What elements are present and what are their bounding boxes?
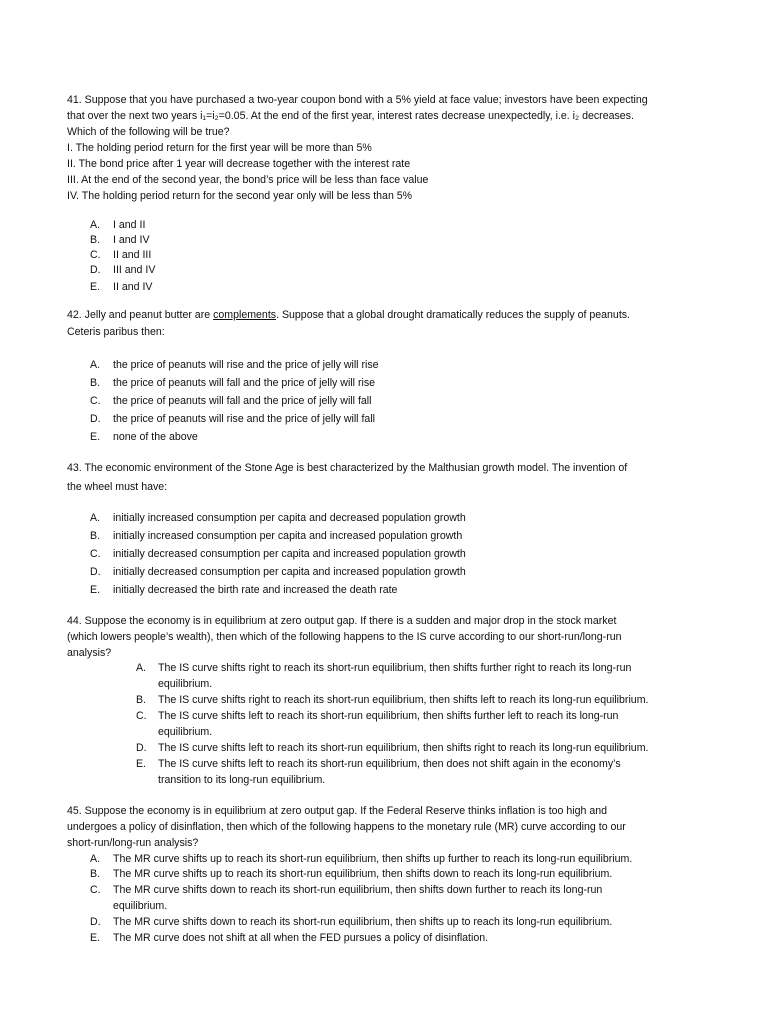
option-text: The MR curve shifts down to reach its short-run equilibrium, then shifts down further to reach its long-run bbox=[113, 884, 603, 896]
option-letter: E. bbox=[136, 758, 147, 770]
option-letter: D. bbox=[90, 916, 101, 928]
option-letter: E. bbox=[90, 584, 101, 596]
question-41-statement-2: II. The bond price after 1 year will decrease together with the interest rate bbox=[67, 158, 411, 170]
option-letter: E. bbox=[90, 281, 101, 293]
option-text: initially decreased consumption per capita and increased population growth bbox=[113, 566, 466, 578]
option-text: the price of peanuts will rise and the price of jelly will fall bbox=[113, 413, 376, 425]
option-letter: E. bbox=[90, 932, 101, 944]
option-text: The IS curve shifts left to reach its short-run equilibrium, then does not shift again in the economy’s bbox=[158, 758, 621, 770]
question-43-stem-line: 43. The economic environment of the Stone Age is best characterized by the Malthusian growth model. The invention of bbox=[67, 462, 628, 474]
option-text: The MR curve shifts up to reach its short-run equilibrium, then shifts up further to reach its long-run equilibrium. bbox=[113, 853, 633, 865]
option-letter: A. bbox=[90, 219, 101, 231]
option-letter: D. bbox=[136, 742, 147, 754]
option-letter: D. bbox=[90, 566, 101, 578]
question-41-stem-line: 41. Suppose that you have purchased a two-year coupon bond with a 5% yield at face value; investors have been expecting bbox=[67, 94, 648, 106]
question-42-stem-line: Ceteris paribus then: bbox=[67, 326, 165, 338]
question-44-stem-line: 44. Suppose the economy is in equilibrium at zero output gap. If there is a sudden and major drop in the stock market bbox=[67, 615, 617, 627]
question-42-stem-text: . Suppose that a global drought dramatically reduces the supply of peanuts. bbox=[276, 309, 631, 321]
question-45-stem-line: 45. Suppose the economy is in equilibrium at zero output gap. If the Federal Reserve thinks inflation is too high and bbox=[67, 805, 608, 817]
option-text: I and IV bbox=[113, 234, 150, 246]
option-text: equilibrium. bbox=[158, 678, 213, 690]
option-text: the price of peanuts will fall and the price of jelly will fall bbox=[113, 395, 372, 407]
question-41-stem-line: Which of the following will be true? bbox=[67, 126, 230, 138]
question-44-stem-line: (which lowers people’s wealth), then which of the following happens to the IS curve according to our short-run/long-run bbox=[67, 631, 622, 643]
option-text: initially increased consumption per capita and increased population growth bbox=[113, 530, 463, 542]
question-43-stem-line: the wheel must have: bbox=[67, 481, 168, 493]
question-42-stem-text: 42. Jelly and peanut butter are bbox=[67, 309, 214, 321]
option-letter: B. bbox=[136, 694, 147, 706]
option-letter: A. bbox=[136, 662, 147, 674]
option-letter: B. bbox=[90, 377, 101, 389]
option-text: II and IV bbox=[113, 281, 153, 293]
option-letter: C. bbox=[90, 884, 101, 896]
option-text: III and IV bbox=[113, 264, 156, 276]
option-text: The IS curve shifts left to reach its short-run equilibrium, then shifts right to reach its long-run equilibrium. bbox=[158, 742, 649, 754]
underlined-term: complements bbox=[213, 309, 277, 321]
option-letter: C. bbox=[90, 249, 101, 261]
option-letter: B. bbox=[90, 530, 101, 542]
option-letter: A. bbox=[90, 512, 101, 524]
question-42-stem-line bbox=[67, 308, 630, 322]
option-letter: D. bbox=[90, 264, 101, 276]
option-text: The MR curve shifts up to reach its short-run equilibrium, then shifts down to reach its long-run equilibrium. bbox=[113, 868, 613, 880]
option-text: I and II bbox=[113, 219, 146, 231]
option-text: The MR curve shifts down to reach its short-run equilibrium, then shifts up to reach its long-run equilibrium. bbox=[113, 916, 613, 928]
option-text: initially decreased consumption per capita and increased population growth bbox=[113, 548, 466, 560]
option-text: equilibrium. bbox=[113, 900, 168, 912]
option-text: The IS curve shifts left to reach its short-run equilibrium, then shifts further left to reach its long-run bbox=[158, 710, 619, 722]
question-41-statement-1: I. The holding period return for the first year will be more than 5% bbox=[67, 142, 372, 154]
option-text: the price of peanuts will fall and the price of jelly will rise bbox=[113, 377, 376, 389]
option-letter: B. bbox=[90, 868, 101, 880]
option-text: equilibrium. bbox=[158, 726, 213, 738]
option-text: initially increased consumption per capita and decreased population growth bbox=[113, 512, 466, 524]
option-text: the price of peanuts will rise and the price of jelly will rise bbox=[113, 359, 379, 371]
option-text: transition to its long-run equilibrium. bbox=[158, 774, 326, 786]
option-text: II and III bbox=[113, 249, 152, 261]
question-45-stem-line: undergoes a policy of disinflation, then which of the following happens to the monetary rule (MR) curve according to our bbox=[67, 821, 626, 833]
option-letter: C. bbox=[90, 395, 101, 407]
option-letter: E. bbox=[90, 431, 101, 443]
option-letter: A. bbox=[90, 853, 101, 865]
question-44-stem-line: analysis? bbox=[67, 647, 112, 659]
question-41-stem-line: that over the next two years i₁=i₂=0.05. At the end of the first year, interest rates decrease unexpectedly, i.e. i₂ decreases. bbox=[67, 110, 634, 122]
option-text: initially decreased the birth rate and increased the death rate bbox=[113, 584, 398, 596]
option-text: The MR curve does not shift at all when the FED pursues a policy of disinflation. bbox=[113, 932, 489, 944]
option-text: none of the above bbox=[113, 431, 198, 443]
option-letter: C. bbox=[90, 548, 101, 560]
question-41-statement-4: IV. The holding period return for the second year only will be less than 5% bbox=[67, 190, 413, 202]
option-letter: C. bbox=[136, 710, 147, 722]
question-45-stem-line: short-run/long-run analysis? bbox=[67, 837, 199, 849]
option-text: The IS curve shifts right to reach its short-run equilibrium, then shifts further right to reach its long-run bbox=[158, 662, 632, 674]
option-letter: B. bbox=[90, 234, 101, 246]
option-letter: D. bbox=[90, 413, 101, 425]
question-41-statement-3: III. At the end of the second year, the bond’s price will be less than face value bbox=[67, 174, 429, 186]
option-text: The IS curve shifts right to reach its short-run equilibrium, then shifts left to reach its long-run equilibrium. bbox=[158, 694, 649, 706]
option-letter: A. bbox=[90, 359, 101, 371]
